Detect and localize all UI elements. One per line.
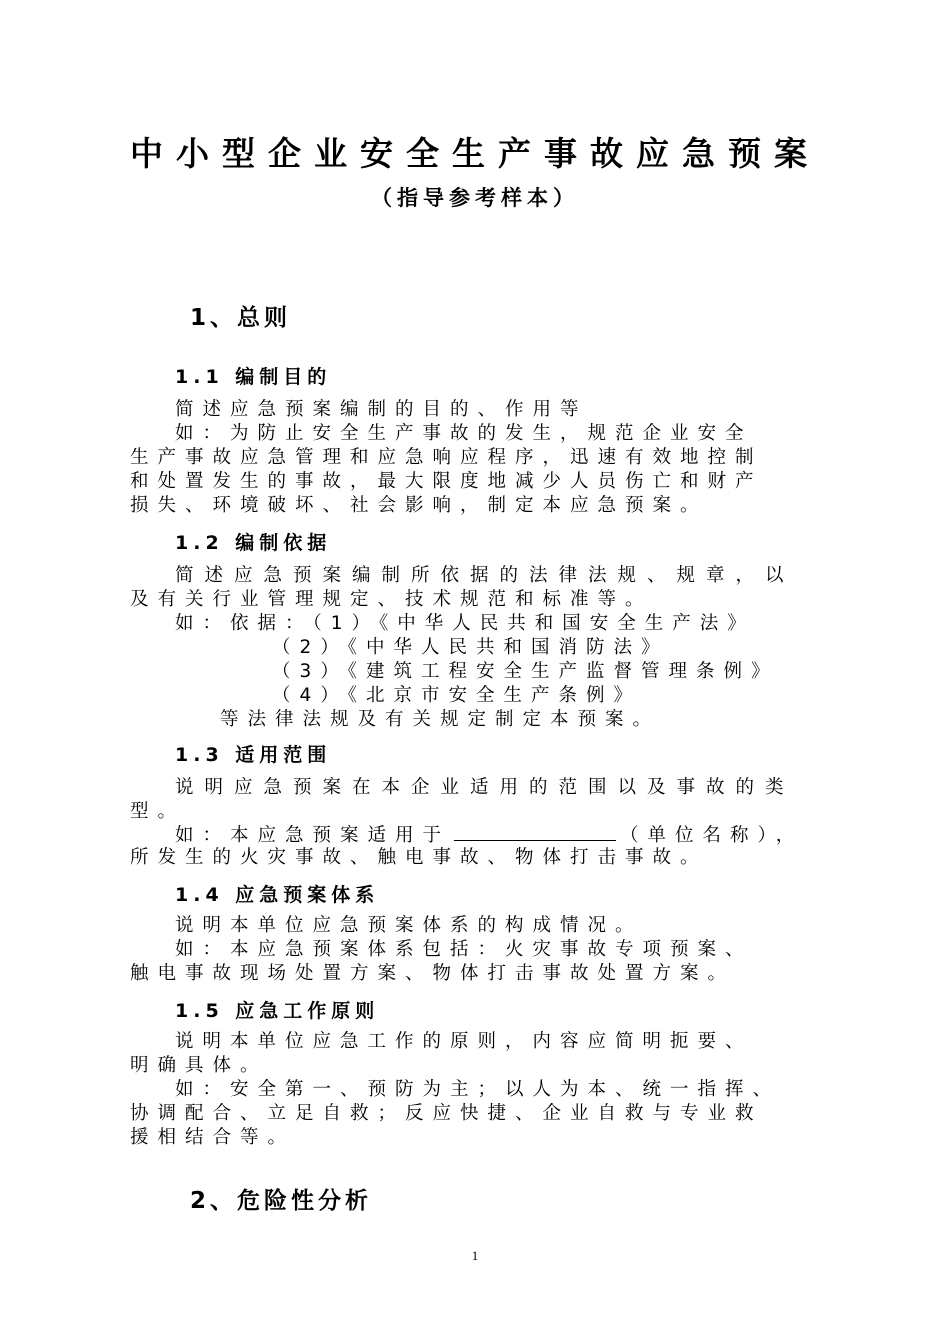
unit-name-blank: [454, 822, 616, 841]
document-title: 中小型企业安全生产事故应急预案: [130, 134, 820, 173]
paragraph-text: 如：本应急预案适用于: [175, 825, 451, 846]
paragraph-line: 如：为防止安全生产事故的发生，规范企业安全: [175, 423, 753, 444]
paragraph-line: 协调配合、立足自救；反应快捷、企业自救与专业救: [130, 1103, 763, 1124]
paragraph-line: （4）《北京市安全生产条例》: [272, 685, 642, 706]
paragraph-line: 所发生的火灾事故、触电事故、物体打击事故。: [130, 847, 708, 868]
paragraph-line: 和处置发生的事故，最大限度地减少人员伤亡和财产: [130, 471, 763, 492]
paragraph-line: 等法律法规及有关规定制定本预案。: [220, 709, 661, 730]
section-1-heading: 1、总则: [190, 305, 292, 331]
paragraph-line: 说明本单位应急预案体系的构成情况。: [175, 915, 643, 936]
section-1-4-heading: 1.4 应急预案体系: [175, 884, 380, 906]
paragraph-line: 如：依据：（1）《中华人民共和国安全生产法》: [175, 613, 755, 634]
paragraph-line: 简述应急预案编制的目的、作用等: [175, 399, 588, 420]
section-1-3-heading: 1.3 适用范围: [175, 744, 332, 766]
paragraph-line: 型。: [130, 801, 186, 822]
paragraph-line: 触电事故现场处置方案、物体打击事故处置方案。: [130, 963, 736, 984]
section-2-heading: 2、危险性分析: [190, 1188, 373, 1214]
paragraph-line: 简述应急预案编制所依据的法律法规、规章，以: [175, 565, 795, 586]
paragraph-line: 如：安全第一、预防为主；以人为本、统一指挥、: [175, 1079, 781, 1100]
section-1-5-heading: 1.5 应急工作原则: [175, 1000, 380, 1022]
paragraph-line: 及有关行业管理规定、技术规范和标准等。: [130, 589, 653, 610]
section-1-2-heading: 1.2 编制依据: [175, 532, 332, 554]
paragraph-line: 说明本单位应急工作的原则，内容应简明扼要、: [175, 1031, 753, 1052]
paragraph-line: 援相结合等。: [130, 1127, 296, 1148]
paragraph-line: 明确具体。: [130, 1055, 268, 1076]
paragraph-line: 损失、环境破坏、社会影响，制定本应急预案。: [130, 495, 708, 516]
paragraph-line: （3）《建筑工程安全生产监督管理条例》: [272, 661, 779, 682]
paragraph-line: 生产事故应急管理和应急响应程序，迅速有效地控制: [130, 447, 763, 468]
document-subtitle: （指导参考样本）: [371, 186, 579, 210]
section-1-1-heading: 1.1 编制目的: [175, 366, 332, 388]
paragraph-line: 说明应急预案在本企业适用的范围以及事故的类: [175, 777, 795, 798]
paragraph-line: [175, 822, 803, 848]
paragraph-text: （单位名称），: [620, 825, 804, 846]
paragraph-line: 如：本应急预案体系包括：火灾事故专项预案、: [175, 939, 753, 960]
paragraph-line: （2）《中华人民共和国消防法》: [272, 637, 669, 658]
page-number: 1: [471, 1248, 479, 1263]
